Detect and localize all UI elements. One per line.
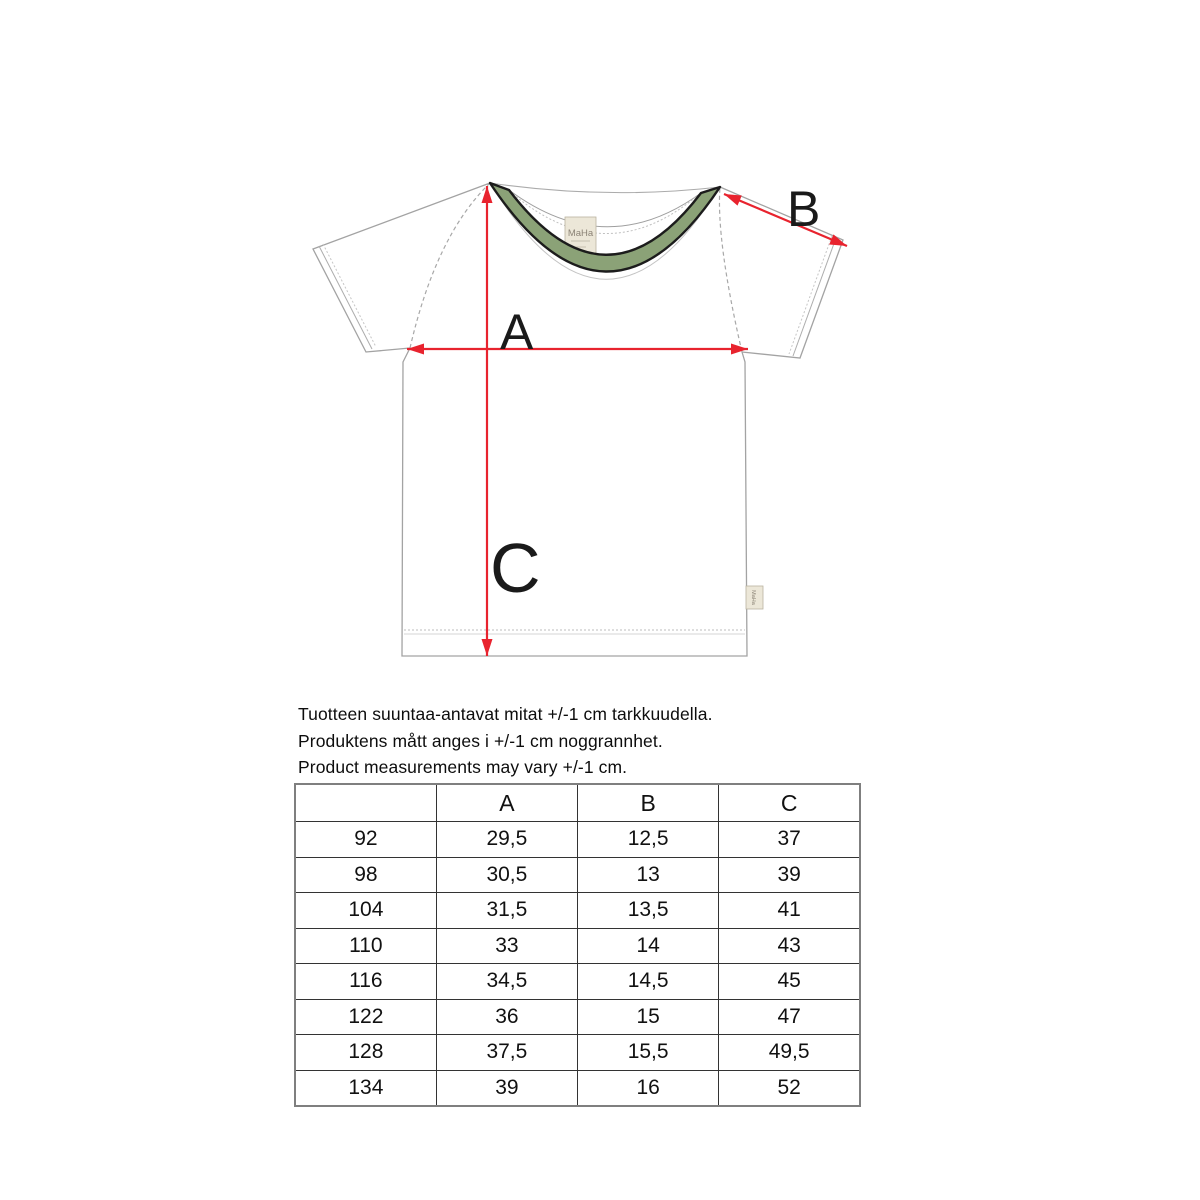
- note-finnish: Tuotteen suuntaa-antavat mitat +/-1 cm tarkkuudella.: [298, 704, 713, 724]
- cell-b: 14,5: [578, 964, 719, 1000]
- cell-b: 13: [578, 857, 719, 893]
- cell-size: 110: [295, 928, 436, 964]
- cell-a: 37,5: [436, 1035, 577, 1071]
- cell-size: 128: [295, 1035, 436, 1071]
- cell-c: 49,5: [719, 1035, 860, 1071]
- table-row: [295, 822, 860, 858]
- cell-a: 36: [436, 999, 577, 1035]
- cell-size: 104: [295, 893, 436, 929]
- dimension-label-a: A: [500, 304, 534, 360]
- header-b: B: [578, 784, 719, 822]
- cell-size: 116: [295, 964, 436, 1000]
- cell-c: 39: [719, 857, 860, 893]
- table-row: [295, 928, 860, 964]
- note-english: Product measurements may vary +/-1 cm.: [298, 757, 628, 777]
- cell-c: 41: [719, 893, 860, 929]
- cell-b: 16: [578, 1070, 719, 1106]
- table-row: [295, 1035, 860, 1071]
- note-swedish: Produktens mått anges i +/-1 cm noggrannhet.: [298, 730, 663, 751]
- cell-a: 33: [436, 928, 577, 964]
- table-row: [295, 999, 860, 1035]
- tolerance-notes: [298, 701, 713, 781]
- header-size: [295, 784, 436, 822]
- cell-size: 98: [295, 857, 436, 893]
- brand-label-text: MaHa: [567, 228, 594, 239]
- table-header-row: [295, 784, 860, 822]
- size-table: [294, 783, 861, 1107]
- cell-a: 39: [436, 1070, 577, 1106]
- table-row: [295, 1070, 860, 1106]
- cell-b: 13,5: [578, 893, 719, 929]
- cell-c: 52: [719, 1070, 860, 1106]
- cell-size: 134: [295, 1070, 436, 1106]
- header-c: C: [719, 784, 860, 822]
- cell-size: 122: [295, 999, 436, 1035]
- table-row: [295, 857, 860, 893]
- dimension-label-c: C: [490, 529, 541, 607]
- dimension-label-b: B: [787, 181, 821, 237]
- cell-a: 30,5: [436, 857, 577, 893]
- table-row: [295, 964, 860, 1000]
- cell-b: 15,5: [578, 1035, 719, 1071]
- cell-c: 45: [719, 964, 860, 1000]
- cell-c: 37: [719, 822, 860, 858]
- cell-b: 15: [578, 999, 719, 1035]
- cell-a: 31,5: [436, 893, 577, 929]
- table-row: [295, 893, 860, 929]
- right-sleeve: [719, 187, 843, 358]
- cell-a: 29,5: [436, 822, 577, 858]
- cell-c: 43: [719, 928, 860, 964]
- cell-b: 14: [578, 928, 719, 964]
- side-tag-text: MaHa: [750, 590, 756, 605]
- cell-c: 47: [719, 999, 860, 1035]
- cell-b: 12,5: [578, 822, 719, 858]
- header-a: A: [436, 784, 577, 822]
- cell-a: 34,5: [436, 964, 577, 1000]
- side-tag: [746, 586, 763, 609]
- cell-size: 92: [295, 822, 436, 858]
